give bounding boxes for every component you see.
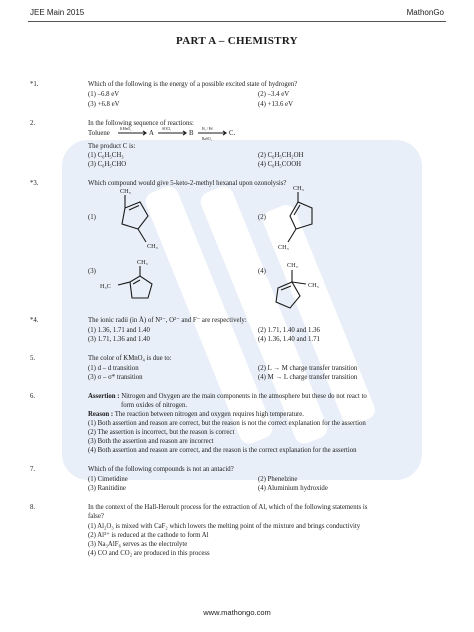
q2-option-3: (3) C₆H₅CHO <box>88 161 127 168</box>
q2-product-text: The product C is: <box>88 143 136 150</box>
q4-option-3: (3) 1.71, 1.36 and 1.40 <box>88 336 150 343</box>
q8-option-4: (4) CO and CO₂ are produced in this process <box>88 550 210 557</box>
q1-option-1: (1) –6.8 eV <box>88 91 120 98</box>
q5-text: The color of KMnO₄ is due to: <box>88 355 172 362</box>
q2-compound-c: C. <box>229 130 236 137</box>
q1-option-2: (2) –3.4 eV <box>258 91 290 98</box>
q6-option-1: (1) Both assertion and reason are correct, but the reason is not the correct explanation for the assertion <box>88 420 366 427</box>
q6-assertion-text: Nitrogen and Oxygen are the main components in the atmosphere but these do not react to <box>119 393 367 400</box>
q2-option-2: (2) C₆H₅CH₂OH <box>258 152 304 159</box>
q3-structure-3 <box>100 254 170 314</box>
q3-s1-ch3-top: CH₃ <box>120 188 131 195</box>
q5-number: 5. <box>30 355 36 362</box>
footer-url[interactable]: www.mathongo.com <box>203 608 271 617</box>
q4-text: The ionic radii (in Å) of N³⁻, O²⁻ and F⁻ are respectively: <box>88 317 247 324</box>
q3-s4-ch3-top: CH₃ <box>287 262 298 269</box>
q4-number: *4. <box>30 317 39 324</box>
q7-number: 7. <box>30 466 36 473</box>
q3-s4-ch3-right: CH₃ <box>308 282 319 289</box>
q3-structure-1 <box>100 186 170 252</box>
q7-option-3: (3) Ranitidine <box>88 485 126 492</box>
q6-option-3: (3) Both the assertion and reason are incorrect <box>88 438 214 445</box>
q6-reason-text: The reaction between nitrogen and oxygen requires high temperature. <box>113 411 304 418</box>
q6-assertion-text-2: form oxides of nitrogen. <box>121 402 188 409</box>
header-exam-title: JEE Main 2015 <box>30 8 85 17</box>
q5-option-1: (1) d – d transition <box>88 365 139 372</box>
q4-option-1: (1) 1.36, 1.71 and 1.40 <box>88 327 150 334</box>
page-title: PART A – CHEMISTRY <box>176 35 298 47</box>
q2-option-4: (4) C₆H₅COOH <box>258 161 302 168</box>
q6-option-2: (2) The assertion is incorrect, but the reason is correct <box>88 429 235 436</box>
q7-option-2: (2) Phenelzine <box>258 476 298 483</box>
q5-option-4: (4) M → L charge transfer transition <box>258 374 358 381</box>
q2-compound-b: B <box>189 130 194 137</box>
q3-label-4: (4) <box>258 268 266 275</box>
q8-option-1: (1) Al₂O₃ is mixed with CaF₂ which lowers the melting point of the mixture and brings conductivity <box>88 523 361 530</box>
q2-text: In the following sequence of reactions: <box>88 120 194 127</box>
q2-option-1: (1) C₆H₅CH₃ <box>88 152 124 159</box>
q7-option-4: (4) Aluminium hydroxide <box>258 485 328 492</box>
header-divider <box>28 21 446 22</box>
q3-label-2: (2) <box>258 214 266 221</box>
q3-structure-4 <box>270 254 340 314</box>
q3-label-1: (1) <box>88 214 96 221</box>
q8-text: In the context of the Hall-Heroult process for the extraction of Al, which of the following statements is <box>88 504 368 511</box>
q1-text: Which of the following is the energy of a possible excited state of hydrogen? <box>88 81 298 88</box>
q6-reason-label: Reason : <box>88 411 114 418</box>
q2-reagent-2: SOCl₂ <box>162 127 172 131</box>
q3-s2-ch3-top: CH₃ <box>293 185 304 192</box>
q3-label-3: (3) <box>88 268 96 275</box>
q2-reagent-3: H₂ / Pd <box>202 127 213 131</box>
q7-text: Which of the following compounds is not an antacid? <box>88 466 234 473</box>
q3-s1-ch3-bottom: CH₃ <box>147 243 158 250</box>
q8-option-2: (2) Al³⁺ is reduced at the cathode to form Al <box>88 532 209 539</box>
q6-assertion <box>88 393 367 401</box>
q3-s3-h3c: H₃C <box>100 283 111 290</box>
q6-option-4: (4) Both assertion and reason are correct, and the reason is the correct explanation for the assertion <box>88 447 357 454</box>
q4-option-2: (2) 1.71, 1.40 and 1.36 <box>258 327 320 334</box>
q2-toluene: Toluene <box>88 130 110 137</box>
q8-text-2: false? <box>88 513 104 520</box>
q6-number: 6. <box>30 393 36 400</box>
q5-option-2: (2) L → M charge transfer transition <box>258 365 358 372</box>
q1-option-3: (3) +6.8 eV <box>88 101 120 108</box>
header-brand: MathonGo <box>406 8 444 17</box>
q3-text: Which compound would give 5-keto-2-methyl hexanal upon ozonolysis? <box>88 180 287 187</box>
q6-assertion-label: Assertion : <box>88 393 120 400</box>
q3-s3-ch3: CH₃ <box>137 259 148 266</box>
q3-s2-ch3-bottom: CH₃ <box>278 244 289 251</box>
q2-number: 2. <box>30 120 36 127</box>
q8-number: 8. <box>30 504 36 511</box>
q7-option-1: (1) Cimetidine <box>88 476 128 483</box>
q2-compound-a: A <box>149 130 154 137</box>
q1-option-4: (4) +13.6 eV <box>258 101 293 108</box>
q2-reagent-3b: BaSO₄ <box>202 137 212 141</box>
q3-number: *3. <box>30 180 39 187</box>
q5-option-3: (3) σ – σ* transition <box>88 374 143 381</box>
q1-number: *1. <box>30 81 39 88</box>
q2-reagent-1: KMnO₄ <box>120 127 132 131</box>
q4-option-4: (4) 1.36, 1.40 and 1.71 <box>258 336 320 343</box>
q2-reaction-arrows <box>116 124 236 140</box>
q3-structure-2 <box>270 186 340 252</box>
q6-reason <box>88 411 304 419</box>
q8-option-3: (3) Na₃AlF₆ serves as the electrolyte <box>88 541 188 548</box>
